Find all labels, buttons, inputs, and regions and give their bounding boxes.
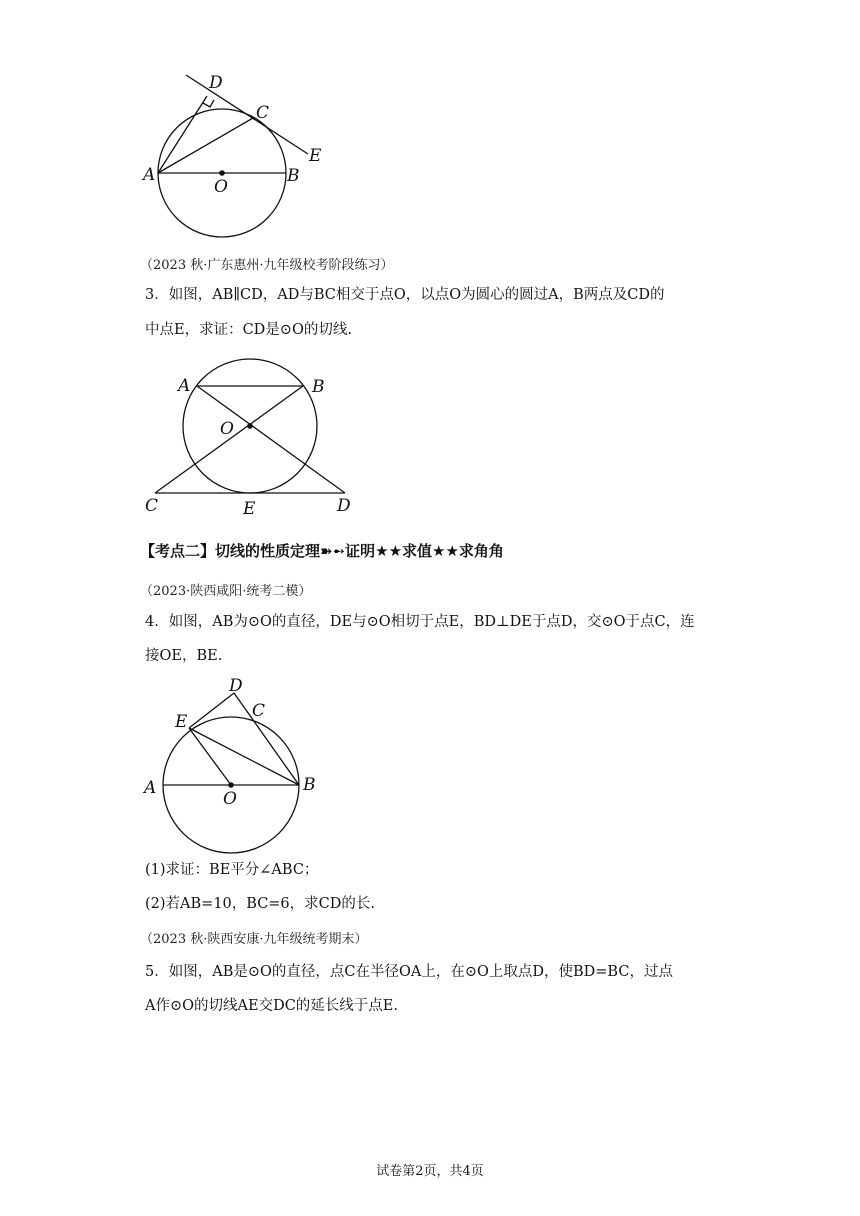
fig1-label-e: E <box>309 146 322 166</box>
fig1-right-angle-mark <box>203 100 214 107</box>
fig2-label-a: A <box>178 376 191 396</box>
question-5-line-1: 5．如图，AB是⊙O的直径，点C在半径OA上，在⊙O上取点D，使BD=BC，过点 <box>145 964 673 980</box>
fig1-segment-ad <box>158 96 207 173</box>
fig1-label-c: C <box>256 103 270 123</box>
fig3-line-db <box>234 693 299 785</box>
fig2-label-b: B <box>312 377 325 397</box>
fig1-label-o: O <box>214 177 228 197</box>
fig3-center-dot <box>228 782 234 788</box>
question-3-line-1: 3．如图，AB∥CD，AD与BC相交于点O，以点O为圆心的圆过A，B两点及CD的 <box>145 287 665 303</box>
page-footer: 试卷第2页，共4页 <box>376 1164 484 1179</box>
fig3-segment-be <box>189 728 299 785</box>
fig3-label-b: B <box>303 775 316 795</box>
fig1-center-dot <box>219 170 225 176</box>
section-heading-2: 【考点二】切线的性质定理➽➻证明★★求值★★求角角 <box>140 542 504 560</box>
fig2-center-dot <box>247 423 253 429</box>
fig2-label-e: E <box>243 499 256 519</box>
question-3-line-2: 中点E，求证：CD是⊙O的切线. <box>145 322 352 338</box>
source-note-3: （2023 秋·陕西安康·九年级统考期末） <box>140 932 368 947</box>
fig3-tangent-ed <box>189 693 234 728</box>
fig3-label-a: A <box>144 778 157 798</box>
fig2-label-o: O <box>220 419 234 439</box>
question-4-line-2: 接OE，BE. <box>145 648 223 664</box>
fig2-label-d: D <box>337 496 351 516</box>
fig3-label-e: E <box>175 712 188 732</box>
figure-1 <box>130 60 340 260</box>
question-4-line-1: 4．如图，AB为⊙O的直径，DE与⊙O相切于点E，BD⊥DE于点D，交⊙O于点C，连 <box>145 614 695 630</box>
question-5-line-2: A作⊙O的切线AE交DC的延长线于点E. <box>145 998 398 1014</box>
fig2-line-bc <box>155 386 303 493</box>
fig1-segment-ac <box>158 118 253 173</box>
source-note-1: （2023 秋·广东惠州·九年级校考阶段练习） <box>140 258 394 273</box>
source-note-2: （2023·陕西咸阳·统考二模） <box>140 584 312 599</box>
fig3-segment-oe <box>189 728 231 785</box>
figure-2 <box>140 355 360 520</box>
fig1-tangent-line <box>186 75 308 154</box>
fig1-label-d: D <box>209 73 223 93</box>
fig1-label-a: A <box>143 165 156 185</box>
fig2-label-c: C <box>145 496 159 516</box>
question-4-sub-2: (2)若AB=10，BC=6，求CD的长. <box>145 896 375 912</box>
fig2-line-ad <box>197 386 345 493</box>
fig3-label-o: O <box>223 789 237 809</box>
fig3-label-c: C <box>252 701 266 721</box>
figure-3 <box>140 670 340 860</box>
fig3-label-d: D <box>229 676 243 696</box>
question-4-sub-1: (1)求证：BE平分∠ABC； <box>145 862 319 878</box>
fig1-label-b: B <box>287 166 300 186</box>
